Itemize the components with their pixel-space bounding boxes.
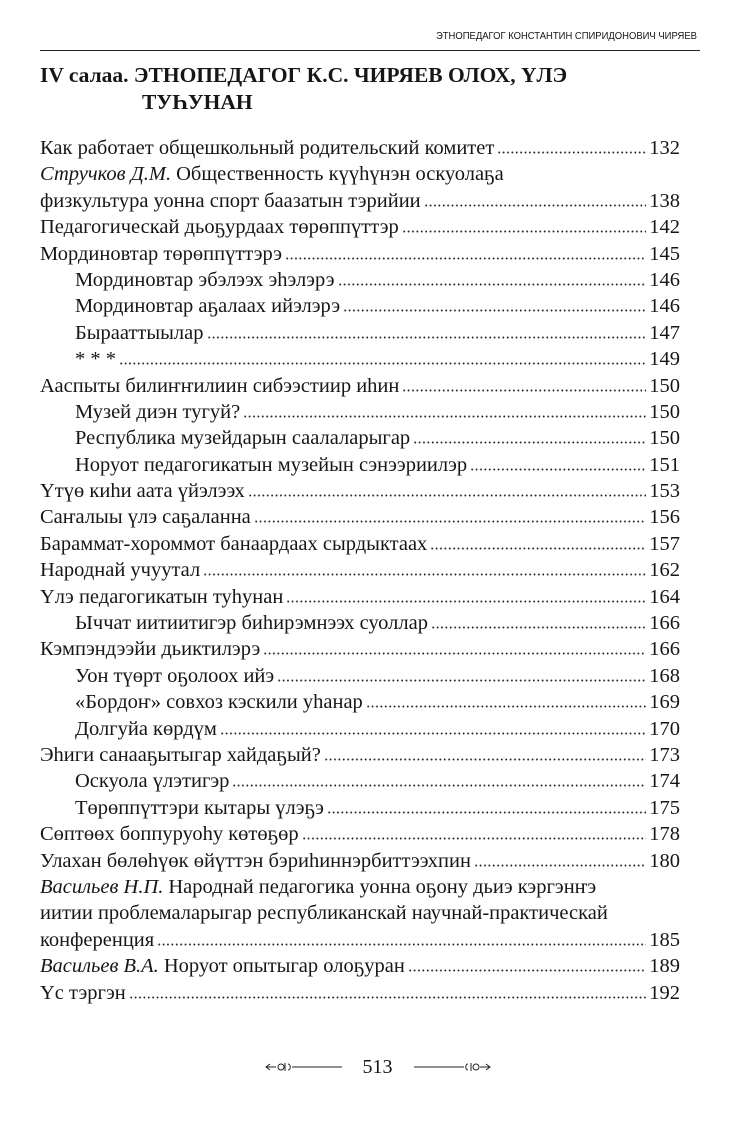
toc-entry-page: 169 <box>649 691 680 714</box>
toc-entry-title: Музей диэн тугуй? <box>75 400 241 423</box>
toc-entry-title: Үлэ педагогикатын туһунан <box>40 585 284 608</box>
toc-entry-title: Ааспыты билиҥҥилиин сибээстиир иһин <box>40 374 400 397</box>
toc-entry <box>40 927 680 953</box>
toc-entry <box>40 478 680 504</box>
toc-entry-page: 149 <box>649 348 680 371</box>
dot-leader <box>402 389 646 392</box>
toc-entry-title: Мординовтар төрөппүттэрэ <box>40 242 283 265</box>
toc-entry-author: Васильев В.А. <box>40 955 159 978</box>
toc-entry-title: Ыччат иитиитигэр биһирэмнээх суоллар <box>75 612 428 635</box>
toc-entry-page: 157 <box>649 532 680 555</box>
toc-entry <box>40 267 680 293</box>
dot-leader <box>408 969 646 972</box>
toc-entry-page: 146 <box>649 295 680 318</box>
dot-leader <box>343 309 646 312</box>
toc-entry-title: Норуот педагогикатын музейын сэнээриилэр <box>75 453 468 476</box>
dot-leader <box>497 151 646 154</box>
toc-entry <box>40 742 680 768</box>
toc-entry-page: 162 <box>649 559 680 582</box>
page-number: 513 <box>362 1055 393 1078</box>
toc-entry <box>40 161 680 187</box>
toc-entry-page: 192 <box>649 981 680 1004</box>
toc-entry-title: Уон түөрт оҕолоох ийэ <box>75 664 275 687</box>
dot-leader <box>248 494 647 497</box>
toc-entry-page: 175 <box>649 796 680 819</box>
toc-entry-title: Үтүө киһи аата үйэлээх <box>40 480 245 503</box>
toc-entry-title: Улахан бөлөһүөк өйүттэн бэриһиннэрбиттээхпин <box>40 849 471 872</box>
toc-entry <box>40 399 680 425</box>
toc-entry-page: 151 <box>649 453 680 476</box>
toc-entry-title: Мординовтар аҕалаах ийэлэрэ <box>75 295 341 318</box>
toc-entry <box>40 373 680 399</box>
toc-entry-title: Сөптөөх боппуруоһу көтөҕөр <box>40 823 299 846</box>
toc-entry-title: Кэмпэндээйи дьиктилэрэ <box>40 638 261 661</box>
toc-entry-page: 138 <box>649 189 680 212</box>
dot-leader <box>129 996 647 999</box>
toc-entry <box>40 689 680 715</box>
toc-entry-page: 166 <box>649 638 680 661</box>
toc-entry-author: Стручков Д.М. <box>40 163 172 186</box>
toc-entry <box>40 346 680 372</box>
dot-leader <box>366 705 646 708</box>
toc-entry-page: 146 <box>649 268 680 291</box>
toc-entry-title: Народнай педагогика уонна оҕону дьиэ кэргэнҥэ <box>168 875 597 898</box>
dot-leader <box>285 257 646 260</box>
toc-entry-title: Бараммат-хороммот банаардаах сырдыктаах <box>40 532 428 555</box>
toc-entry-page: 132 <box>649 137 680 159</box>
dot-leader <box>277 679 646 682</box>
dot-leader <box>430 547 646 550</box>
section-title-line2: ТУҺУНАН <box>142 90 253 114</box>
dot-leader <box>402 230 647 233</box>
page-footer <box>0 1055 755 1079</box>
toc-entry-title: иитии проблемаларыгар республиканскай научнай-практическай <box>40 902 608 925</box>
toc-entry <box>40 504 680 530</box>
toc-entry <box>40 188 680 214</box>
toc-entry-page: 150 <box>649 374 680 397</box>
dot-leader <box>232 784 646 787</box>
dot-leader <box>207 336 647 339</box>
toc-entry <box>40 452 680 478</box>
toc-entry-page: 153 <box>649 480 680 503</box>
dot-leader <box>413 441 646 444</box>
toc-entry-title: Общественность күүһүнэн оскуолаҕа <box>176 163 504 186</box>
toc-entry-title: «Бордоҥ» совхоз кэскили уһанар <box>75 691 363 714</box>
toc-entry <box>40 716 680 742</box>
toc-entry <box>40 768 680 794</box>
toc-entry-title: Бырааттыылар <box>75 321 204 344</box>
toc-entry-page: 185 <box>649 928 680 951</box>
toc-entry <box>40 241 680 267</box>
toc-entry-page: 156 <box>649 506 680 529</box>
toc-entry-title: Мординовтар эбэлээх эһэлэрэ <box>75 268 335 291</box>
toc-entry-page: 173 <box>649 743 680 766</box>
dot-leader <box>203 573 646 576</box>
dot-leader <box>254 520 646 523</box>
dot-leader <box>286 600 646 603</box>
toc-entry-page: 170 <box>649 717 680 740</box>
toc-entry-title: Үс тэргэн <box>40 981 126 1004</box>
toc-entry-title: Народнай учуутал <box>40 559 201 582</box>
toc-entry-page: 164 <box>649 585 680 608</box>
toc-entry-title: Оскуола үлэтигэр <box>75 770 230 793</box>
toc-entry-page: 189 <box>649 955 680 978</box>
dot-leader <box>470 468 646 471</box>
dot-leader <box>263 652 646 655</box>
toc-entry-page: 168 <box>649 664 680 687</box>
toc-entry-author: Васильев Н.П. <box>40 875 164 898</box>
toc-entry <box>40 214 680 240</box>
dot-leader <box>220 732 646 735</box>
toc-entry <box>40 980 680 1006</box>
dot-leader <box>324 758 646 761</box>
toc-entry <box>40 135 680 161</box>
toc-entry <box>40 425 680 451</box>
toc-entry-title: физкультура уонна спорт баазатын тэрийии <box>40 189 421 212</box>
dot-leader <box>474 864 646 867</box>
toc-entry <box>40 874 680 900</box>
toc-entry <box>40 293 680 319</box>
section-title <box>40 62 567 116</box>
toc-entry <box>40 584 680 610</box>
toc-entry-title: Республика музейдарын саалаларыгар <box>75 427 411 450</box>
toc-entry-title: Как работает общешкольный родительский комитет <box>40 137 495 159</box>
toc-entry <box>40 610 680 636</box>
toc-entry <box>40 900 680 926</box>
toc-entry-page: 147 <box>649 321 680 344</box>
toc-entry-title: конференция <box>40 928 155 951</box>
toc-entry-title: Төрөппүттэри кытары үлэҕэ <box>75 796 324 819</box>
toc-entry <box>40 320 680 346</box>
section-title-line1: IV салаа. ЭТНОПЕДАГОГ К.С. ЧИРЯЕВ ОЛОХ, ҮЛЭ <box>40 63 568 87</box>
toc-entry-title: Саҥалыы үлэ саҕаланна <box>40 506 251 529</box>
dot-leader <box>338 283 647 286</box>
toc-entry-title: Долгуйа көрдүм <box>75 717 217 740</box>
toc-entry-title: Норуот опытыгар олоҕуран <box>163 955 405 978</box>
toc-entry-page: 174 <box>649 770 680 793</box>
toc-entry <box>40 795 680 821</box>
dot-leader <box>424 204 647 207</box>
toc-entry-page: 142 <box>649 216 680 239</box>
toc-entry <box>40 531 680 557</box>
dot-leader <box>302 837 647 840</box>
toc-entry-title: * * * <box>75 348 116 371</box>
dot-leader <box>431 626 646 629</box>
dot-leader <box>119 362 646 365</box>
dot-leader <box>157 943 646 946</box>
toc-entry <box>40 848 680 874</box>
toc-entry-title: Педагогическай дьоҕурдаах төрөппүттэр <box>40 216 399 239</box>
toc-entry-page: 178 <box>649 823 680 846</box>
toc-entry <box>40 557 680 583</box>
toc-entry-page: 166 <box>649 612 680 635</box>
ornament-right-icon <box>412 1060 492 1074</box>
toc-entry <box>40 953 680 979</box>
toc-entry-page: 150 <box>649 427 680 450</box>
table-of-contents <box>40 135 680 1006</box>
toc-entry-title: Эһиги санааҕытыгар хайдаҕый? <box>40 743 321 766</box>
header-rule <box>40 50 700 51</box>
toc-entry <box>40 636 680 662</box>
toc-entry <box>40 663 680 689</box>
dot-leader <box>243 415 646 418</box>
toc-entry-page: 145 <box>649 242 680 265</box>
running-header: ЭТНОПЕДАГОГ КОНСТАНТИН СПИРИДОНОВИЧ ЧИРЯЕВ <box>436 30 697 42</box>
toc-entry-page: 150 <box>649 400 680 423</box>
toc-entry <box>40 821 680 847</box>
ornament-left-icon <box>264 1060 344 1074</box>
toc-entry-page: 180 <box>649 849 680 872</box>
dot-leader <box>327 811 646 814</box>
